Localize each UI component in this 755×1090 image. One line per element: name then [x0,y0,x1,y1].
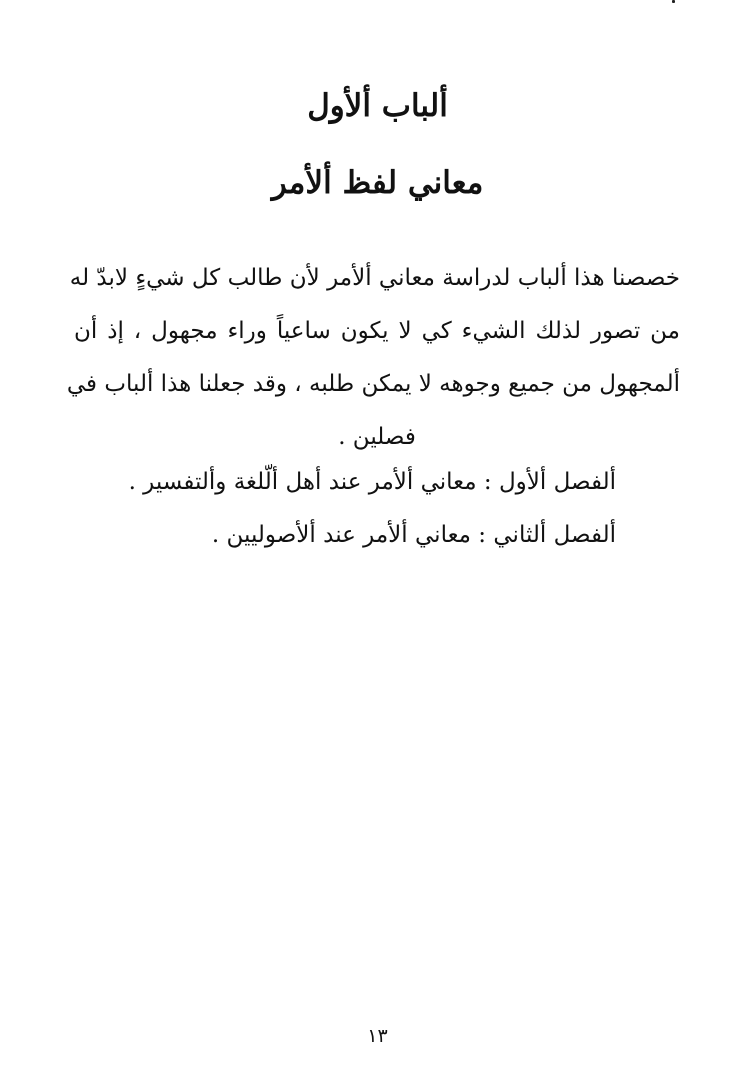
page-number: ١٣ [367,1025,388,1047]
paragraph-line: فصلين . [338,424,416,450]
chapter-title: ألباب ألأول [307,88,448,124]
section-item-first: ألفصل ألأول : معاني ألأمر عند أهل ألّلغة وألتفسير . [128,469,616,495]
paragraph-line: ألمجهول من جميع وجوهه لا يمكن طلبه ، وقد جعلنا هذا ألباب في [66,371,680,397]
intro-paragraph [66,252,680,464]
paragraph-line: من تصور لذلك الشيء كي لا يكون ساعياً وراء مجهول ، إذ أن [74,318,680,344]
section-item-second: ألفصل ألثاني : معاني ألأمر عند ألأصوليين . [211,522,616,548]
scan-mark [672,0,675,3]
paragraph-line: خصصنا هذا ألباب لدراسة معاني ألأمر لأن طالب كل شيءٍ لابدّ له [69,265,680,291]
section-list [74,456,680,562]
chapter-subtitle: معاني لفظ ألأمر [271,165,484,201]
